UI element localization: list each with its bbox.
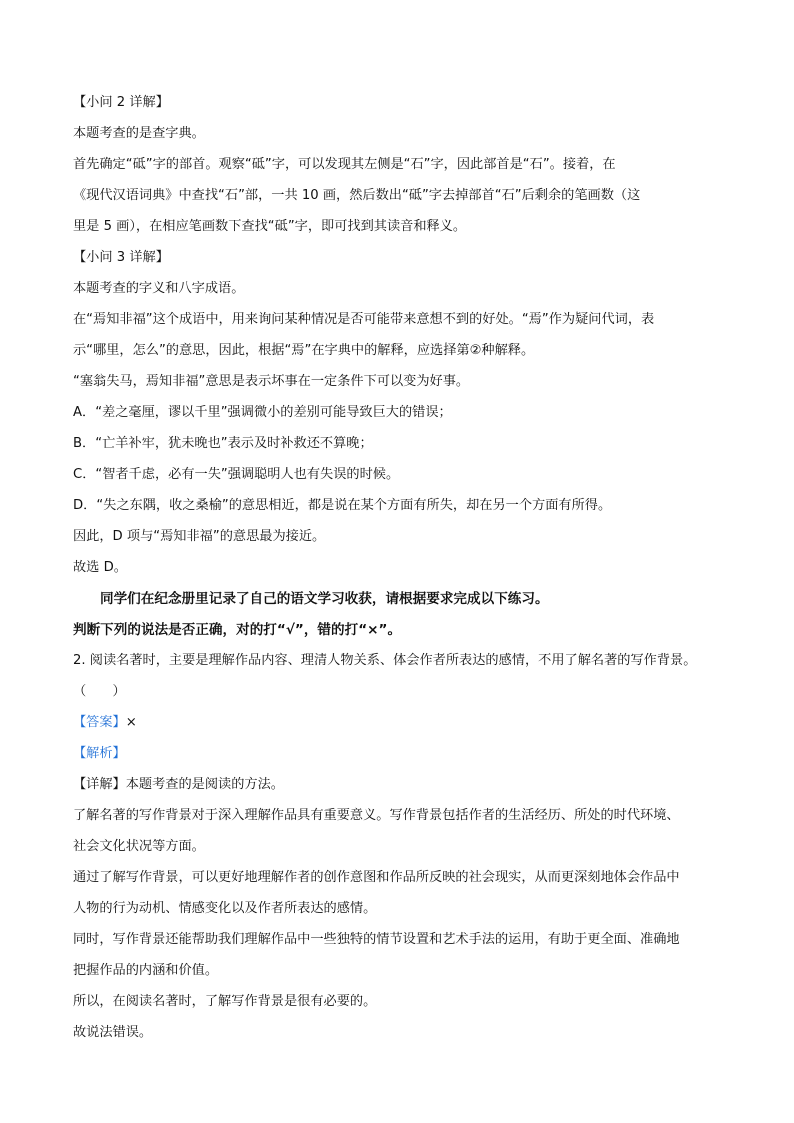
detail-row (73, 776, 284, 794)
q3-line-4: “塞翁失马，焉知非福”意思是表示坏事在一定条件下可以变为好事。 (73, 374, 470, 389)
answer-row (73, 714, 137, 732)
detail-line-7: 所以，在阅读名著时，了解写作背景是很有必要的。 (73, 994, 377, 1009)
detail-line-5: 同时，写作背景还能帮助我们理解作品中一些独特的情节设置和艺术手法的运用，有助于更全面、准确地 (73, 932, 680, 947)
detail-line-2: 社会文化状况等方面。 (73, 839, 205, 854)
q3-conclusion: 因此，D 项与“焉知非福”的意思最为接近。 (73, 529, 326, 544)
intro-instruction: 同学们在纪念册里记录了自己的语文学习收获，请根据要求完成以下练习。 (100, 591, 549, 607)
detail-first-line: 本题考查的是阅读的方法。 (125, 777, 284, 792)
detail-conclusion: 故说法错误。 (73, 1025, 153, 1040)
sub-question-3-header: 【小问 3 详解】 (73, 250, 169, 265)
q3-line-2: 在“焉知非福”这个成语中，用来询问某种情况是否可能带来意想不到的好处。“焉”作为疑问代词，表 (73, 312, 655, 327)
detail-line-1: 了解名著的写作背景对于深入理解作品具有重要意义。写作背景包括作者的生活经历、所处的时代环境、 (73, 808, 680, 823)
option-d: D．“失之东隅，收之桑榆”的意思相近，都是说在某个方面有所失，却在另一个方面有所得。 (73, 498, 612, 513)
sub-question-2-header: 【小问 2 详解】 (73, 95, 169, 110)
q2-line-4: 里是 5 画），在相应笔画数下查找“砥”字，即可找到其读音和释义。 (73, 219, 467, 234)
option-c: C．“智者千虑，必有一失”强调聪明人也有失误的时候。 (73, 467, 400, 482)
judge-instruction: 判断下列的说法是否正确，对的打“√”，错的打“×”。 (73, 622, 402, 638)
q3-choice: 故选 D。 (73, 560, 127, 575)
detail-line-6: 把握作品的内涵和价值。 (73, 963, 219, 978)
question-2-answer-blank: （ ） (73, 684, 126, 699)
q2-line-2: 首先确定“砥”字的部首。观察“砥”字，可以发现其左侧是“石”字，因此部首是“石”。接着，在 (73, 157, 616, 172)
q2-line-3: 《现代汉语词典》中查找“石”部，一共 10 画，然后数出“砥”字去掉部首“石”后剩余的笔画数（这 (73, 188, 641, 203)
question-2-text: 2. 阅读名著时，主要是理解作品内容、理清人物关系、体会作者所表达的感情，不用了解名著的写作背景。 (73, 653, 697, 668)
detail-label: 【详解】 (73, 777, 126, 792)
detail-line-4: 人物的行为动机、情感变化以及作者所表达的感情。 (73, 901, 377, 916)
answer-value: × (125, 715, 137, 730)
q3-line-3: 示“哪里，怎么”的意思，因此，根据“焉”在字典中的解释，应选择第②种解释。 (73, 343, 535, 358)
q3-line-1: 本题考查的字义和八字成语。 (73, 281, 245, 296)
analysis-label: 【解析】 (73, 746, 126, 761)
option-b: B．“亡羊补牢，犹未晚也”表示及时补救还不算晚； (73, 436, 373, 451)
answer-label: 【答案】 (73, 715, 126, 730)
detail-line-3: 通过了解写作背景，可以更好地理解作者的创作意图和作品所反映的社会现实，从而更深刻地体会作品中 (73, 870, 680, 885)
q2-line-1: 本题考查的是查字典。 (73, 126, 205, 141)
option-a: A．“差之毫厘，谬以千里”强调微小的差别可能导致巨大的错误； (73, 405, 452, 420)
